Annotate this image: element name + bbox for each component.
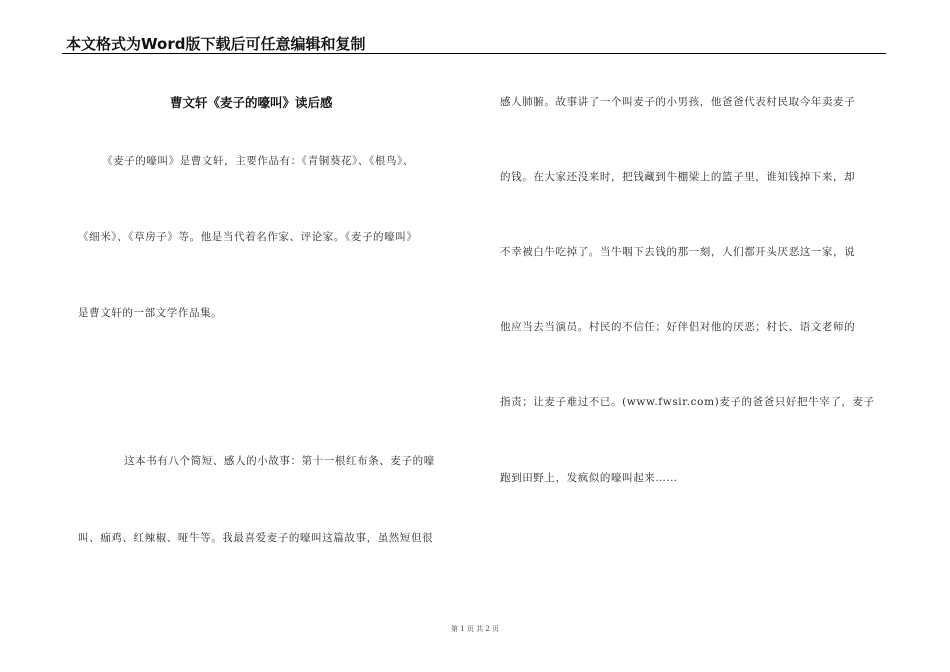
body-line: 感人肺腑。故事讲了一个叫麦子的小男孩，他爸爸代表村民取今年卖麦子 bbox=[500, 96, 856, 108]
body-line: 叫、痂鸡、红辣椒、哑牛等。我最喜爱麦子的嚎叫这篇故事，虽然短但很 bbox=[78, 532, 434, 544]
body-line: 的钱。在大家还没来时，把钱藏到牛棚梁上的篮子里，谁知钱掉下来，却 bbox=[500, 171, 856, 183]
body-line: 跑到田野上，发疯似的嚎叫起来…… bbox=[500, 472, 678, 484]
document-title: 曹文轩《麦子的嚎叫》读后感 bbox=[170, 95, 333, 110]
body-line: 这本书有八个简短、感人的小故事：第十一根红布条、麦子的嚎 bbox=[124, 455, 435, 467]
body-line: 《麦子的嚎叫》是曹文轩，主要作品有：《青铜葵花》、《根鸟》、 bbox=[102, 155, 414, 167]
body-line: 指责；让麦子难过不已。(www.fwsir.com)麦子的爸爸只好把牛宰了，麦子 bbox=[500, 396, 875, 408]
right-column bbox=[500, 0, 910, 600]
left-column bbox=[66, 0, 476, 600]
page-indicator: 第 1 页 共 2 页 bbox=[450, 625, 500, 633]
body-line: 《细米》、《草房子》等。他是当代着名作家、评论家。《麦子的嚎叫》 bbox=[78, 231, 418, 243]
body-line: 不幸被白牛吃掉了。当牛咽下去钱的那一刻，人们都开头厌恶这一家，说 bbox=[500, 246, 856, 258]
header-banner: 本文格式为Word版下载后可任意编辑和复制 bbox=[66, 35, 366, 53]
body-line: 他应当去当演员。村民的不信任；好伴侣对他的厌恶；村长、语文老师的 bbox=[500, 321, 856, 333]
body-line: 是曹文轩的一部文学作品集。 bbox=[78, 307, 223, 319]
